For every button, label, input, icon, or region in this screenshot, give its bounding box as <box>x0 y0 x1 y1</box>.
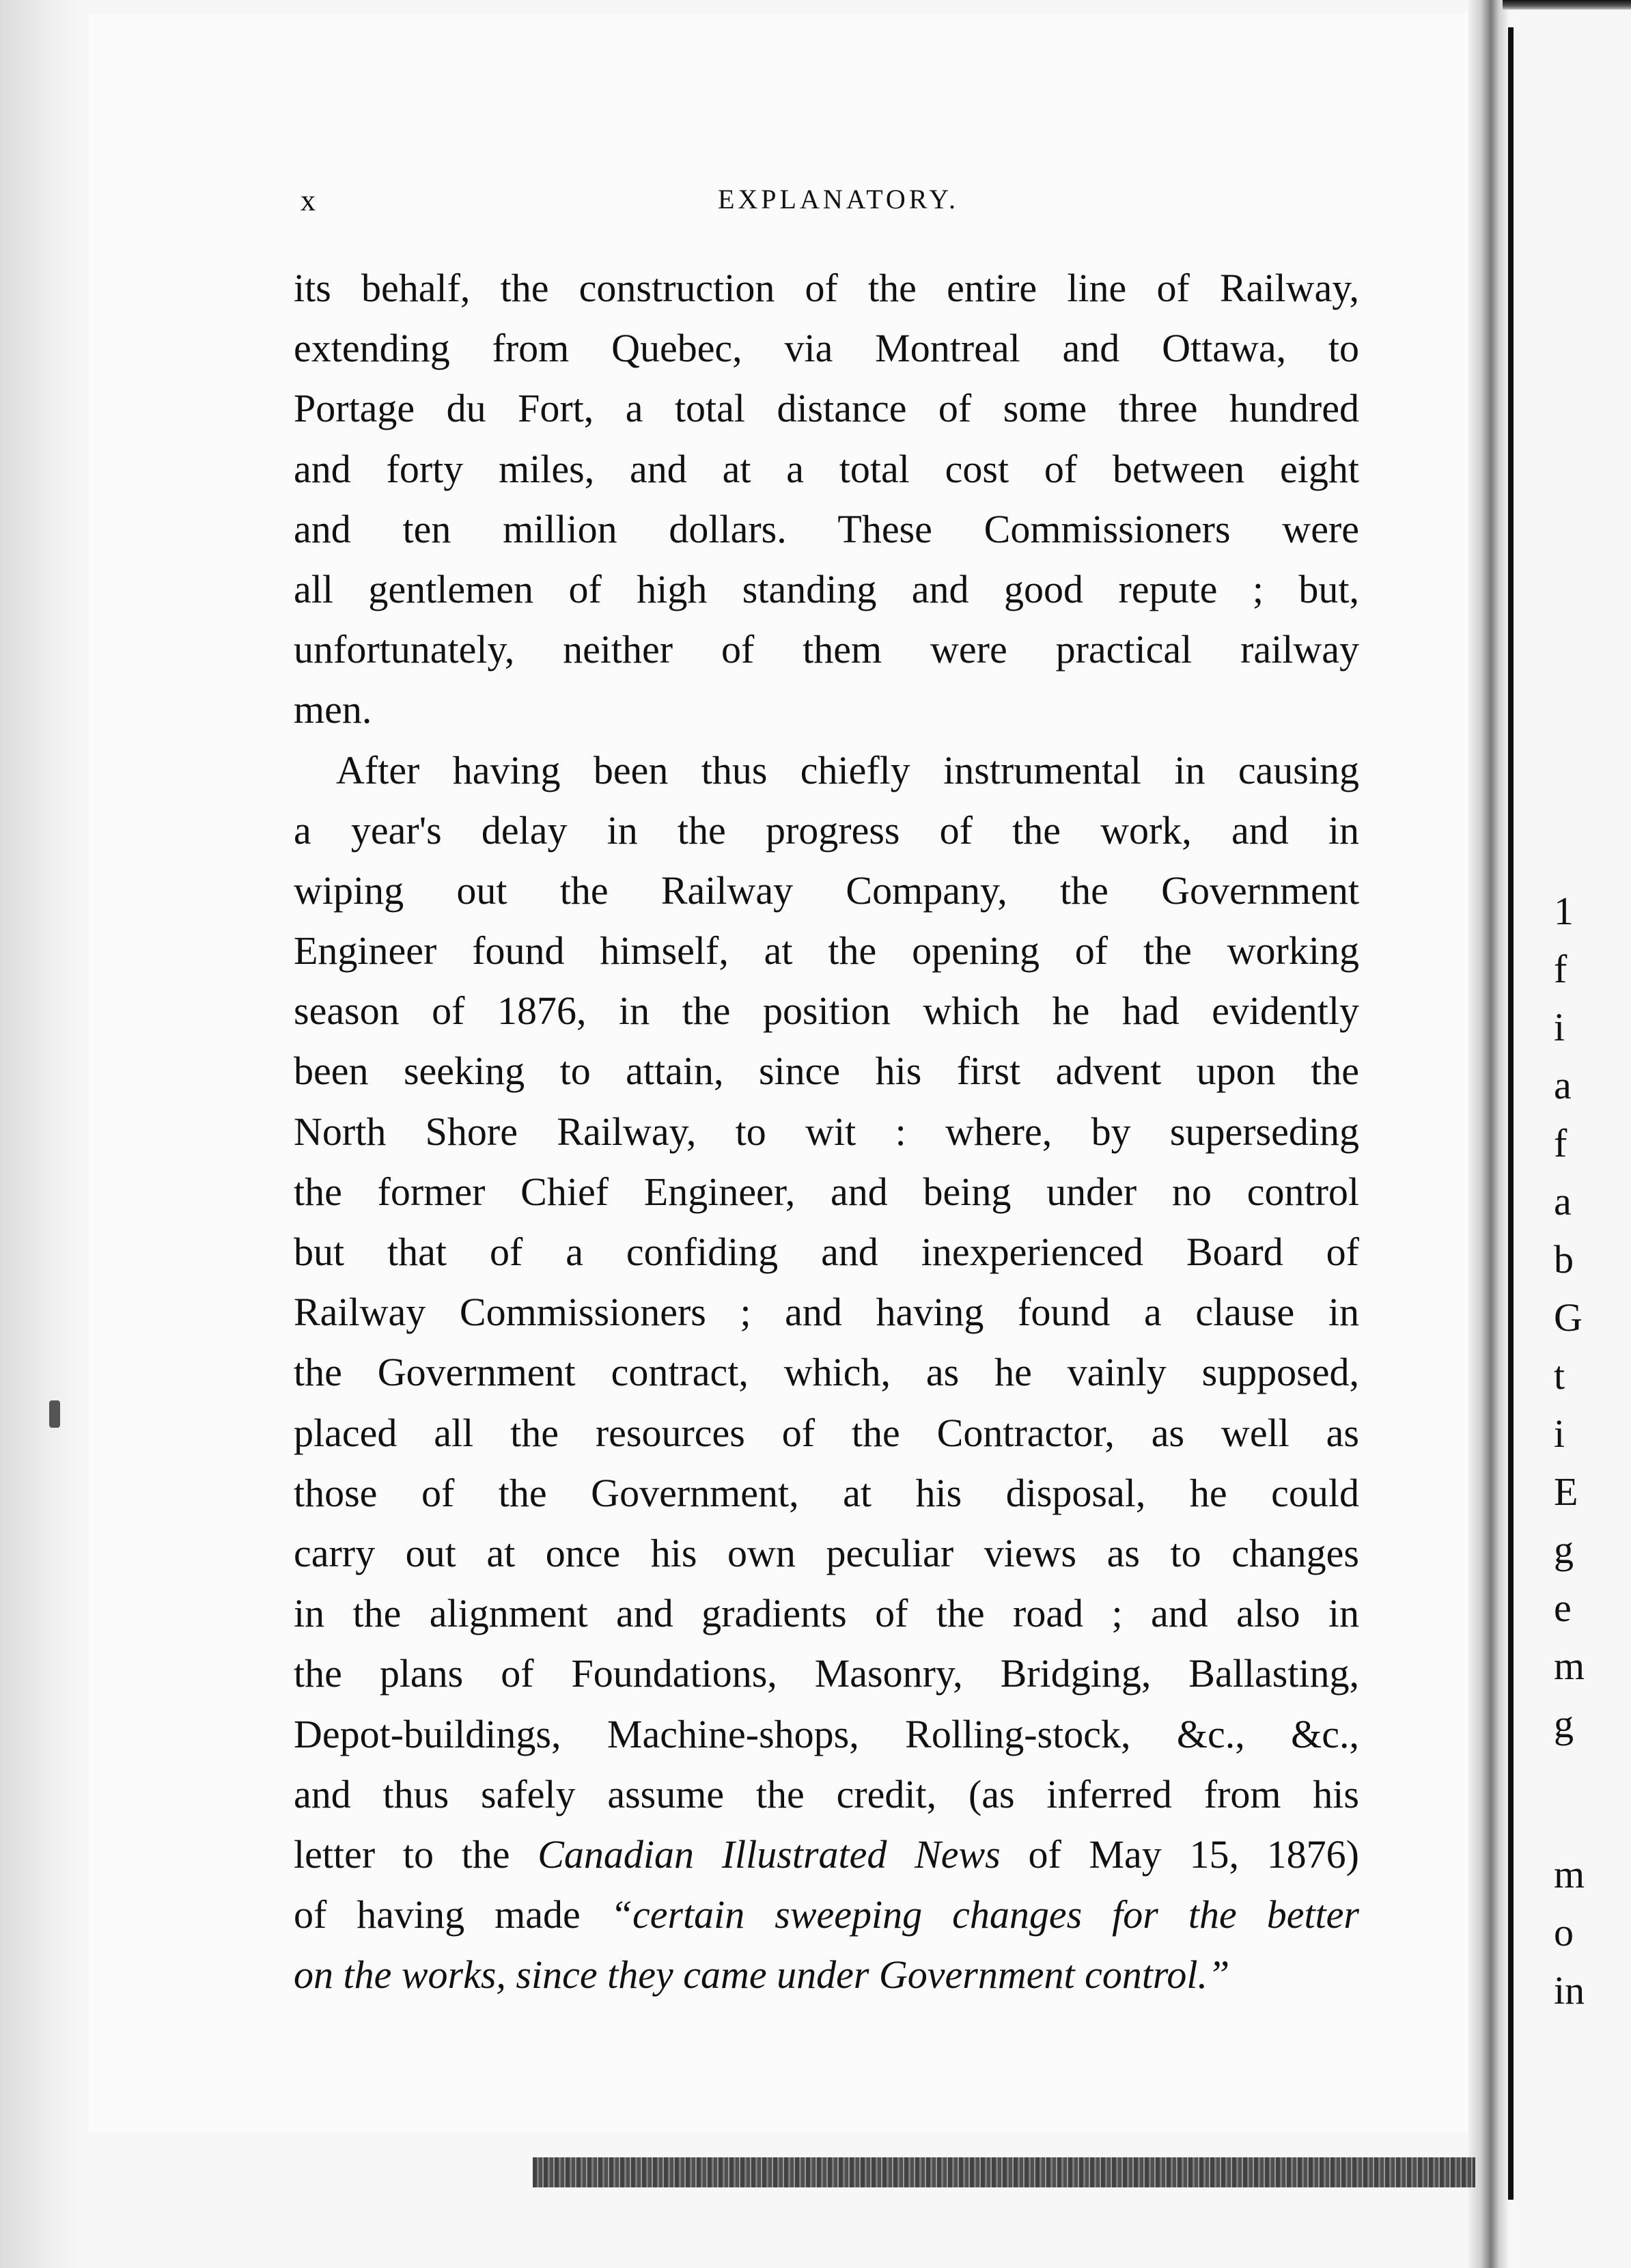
line-text: letter to the <box>294 1831 538 1877</box>
text-line: placed all the resources of the Contractor, as well as <box>294 1410 1359 1455</box>
text-line: carry out at once his own peculiar views as to changes <box>294 1530 1359 1575</box>
book-gutter <box>1468 0 1509 2268</box>
quotation: on the works, since they came under Government control.” <box>294 1952 1230 1997</box>
facing-fragment: a <box>1554 1179 1572 1223</box>
text-line: in the alignment and gradients of the road ; and also in <box>294 1591 1359 1636</box>
facing-fragment: a <box>1554 1063 1572 1107</box>
text-line: North Shore Railway, to wit : where, by superseding <box>294 1109 1359 1154</box>
text-line: season of 1876, in the position which he had evidently <box>294 988 1359 1034</box>
text-line: and thus safely assume the credit, (as inferred from his <box>294 1771 1359 1816</box>
facing-fragment: G <box>1554 1295 1583 1340</box>
facing-fragment: E <box>1554 1469 1578 1514</box>
text-line: men. <box>294 687 372 732</box>
facing-fragment: e <box>1554 1586 1572 1630</box>
facing-fragment: i <box>1554 1411 1565 1456</box>
line-text: of May 15, 1876) <box>1000 1831 1359 1877</box>
facing-page-fragments <box>1523 0 1631 2268</box>
facing-fragment: b <box>1554 1237 1574 1282</box>
scan-bottom-strip <box>533 2157 1475 2187</box>
text-line: and ten million dollars. These Commissioners were <box>294 506 1359 551</box>
text-line: extending from Quebec, via Montreal and Ottawa, to <box>294 326 1359 371</box>
facing-fragment: o <box>1554 1910 1574 1954</box>
text-line: and forty miles, and at a total cost of between eight <box>294 446 1359 491</box>
text-line: those of the Government, at his disposal, he could <box>294 1470 1359 1515</box>
text-line <box>294 1885 1359 1945</box>
gutter-line <box>1508 27 1514 2200</box>
text-line: Railway Commissioners ; and having found a clause in <box>294 1290 1359 1335</box>
text-line <box>294 1825 1359 1885</box>
text-line: been seeking to attain, since his first advent upon the <box>294 1049 1359 1094</box>
text-line: the plans of Foundations, Masonry, Bridging, Ballasting, <box>294 1651 1359 1696</box>
text-line <box>294 1945 1359 2005</box>
text-line: but that of a confiding and inexperienced Board of <box>294 1230 1359 1274</box>
facing-fragment: t <box>1554 1353 1565 1398</box>
facing-fragment: m <box>1554 1852 1585 1896</box>
facing-fragment: i <box>1554 1005 1565 1049</box>
text-line: wiping out the Railway Company, the Government <box>294 868 1359 913</box>
quotation: “certain sweeping changes for the better <box>610 1892 1359 1937</box>
periodical-title: Canadian Illustrated News <box>538 1831 1001 1877</box>
facing-fragment: f <box>1554 1121 1567 1165</box>
text-line: the former Chief Engineer, and being under no control <box>294 1169 1359 1214</box>
text-line: its behalf, the construction of the entire line of Railway, <box>294 266 1359 310</box>
text-line: Engineer found himself, at the opening of the working <box>294 928 1359 973</box>
body-text <box>294 258 1359 2005</box>
page-number: x <box>301 184 316 217</box>
page-header <box>301 183 1376 231</box>
scan-speck <box>49 1400 60 1428</box>
text-line: After having been thus chiefly instrumental in causing <box>336 747 1359 792</box>
text-line: Portage du Fort, a total distance of some three hundred <box>294 386 1359 431</box>
text-line: the Government contract, which, as he vainly supposed, <box>294 1350 1359 1395</box>
facing-fragment: g <box>1554 1702 1574 1746</box>
text-line: a year's delay in the progress of the work, and in <box>294 807 1359 853</box>
facing-fragment: f <box>1554 947 1567 991</box>
facing-fragment: in <box>1554 1968 1585 2013</box>
text-line: unfortunately, neither of them were practical railway <box>294 627 1359 672</box>
running-title: EXPLANATORY. <box>717 184 960 215</box>
text-line: Depot-buildings, Machine-shops, Rolling-stock, &c., &c., <box>294 1711 1359 1756</box>
text-line: all gentlemen of high standing and good repute ; but, <box>294 566 1359 611</box>
facing-fragment: g <box>1554 1527 1574 1572</box>
facing-fragment: m <box>1554 1644 1585 1688</box>
line-text: of having made <box>294 1892 611 1937</box>
scan-left-margin <box>0 0 82 2268</box>
facing-fragment: 1 <box>1554 889 1574 933</box>
